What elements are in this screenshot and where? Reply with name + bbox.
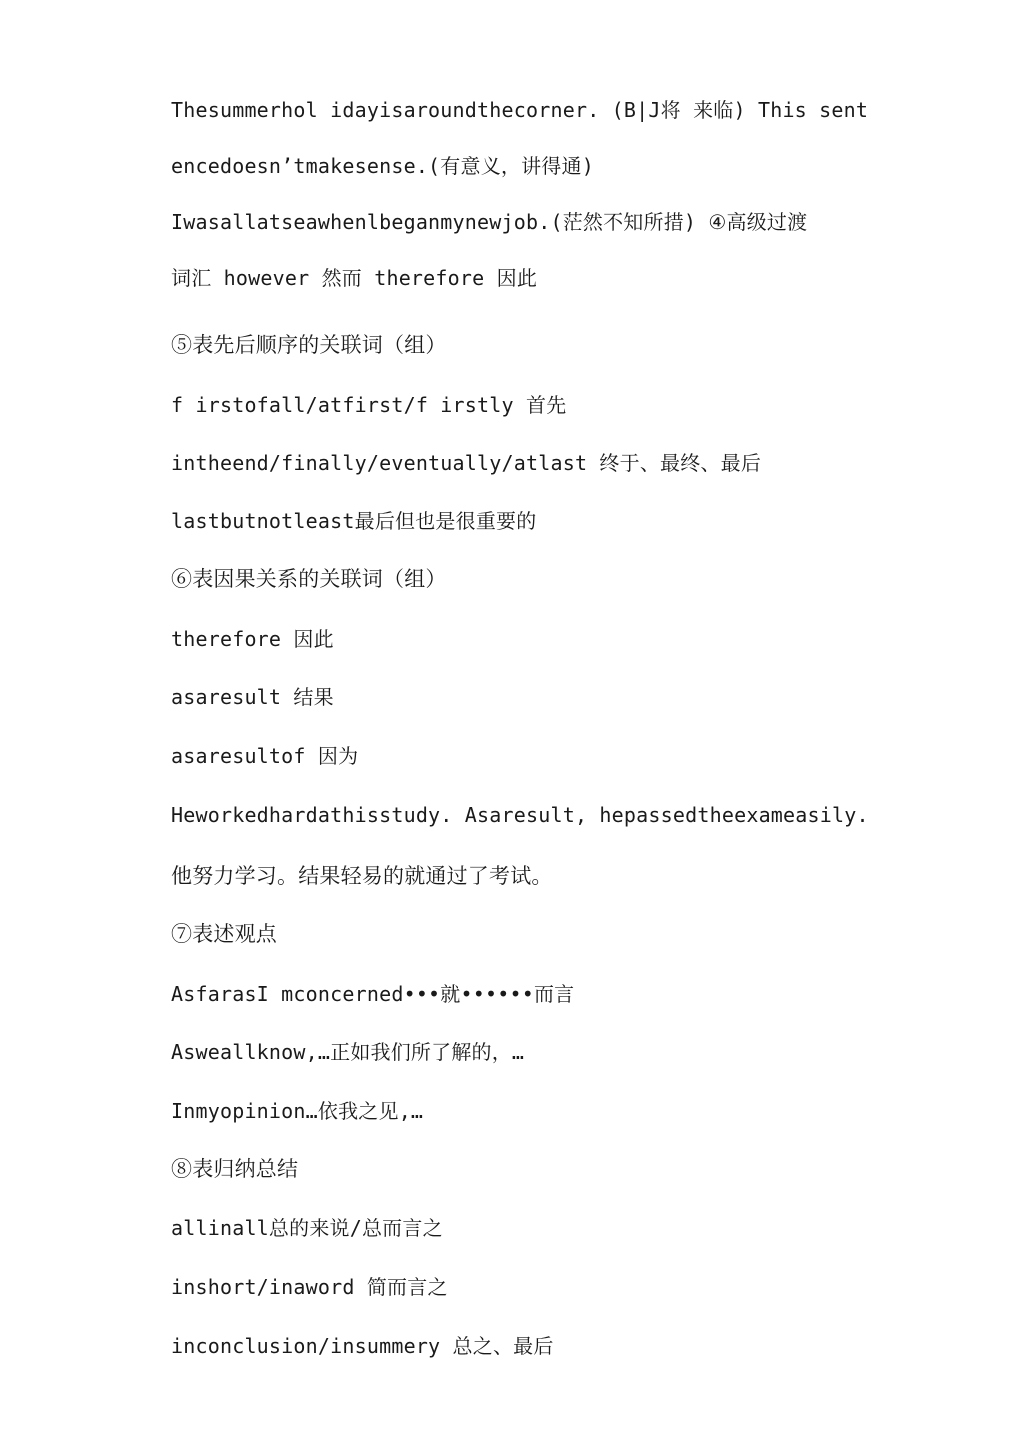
text-line: 他努力学习。结果轻易的就通过了考试。: [171, 864, 553, 888]
section-heading: ⑥表因果关系的关联词（组）: [171, 567, 447, 591]
text-line: inconclusion/insummery 总之、最后: [171, 1334, 554, 1358]
text-line: inshort/inaword 简而言之: [171, 1275, 448, 1299]
text-line: Asweallknow,…正如我们所了解的，…: [171, 1040, 525, 1064]
text-line: 词汇 however 然而 therefore 因此: [171, 266, 538, 290]
text-line: intheend/finally/eventually/atlast 终于、最终、最后: [171, 451, 762, 475]
text-line: lastbutnotleast最后但也是很重要的: [171, 509, 537, 533]
text-line: Thesummerhol idayisaroundthecorner. (B|J将 来临) This sent: [171, 98, 869, 122]
section-heading: ⑦表述观点: [171, 922, 277, 946]
text-line: Iwasallatseawhenlbeganmynewjob.(茫然不知所措) ④高级过渡: [171, 210, 808, 234]
text-line: f irstofall/atfirst/f irstly 首先: [171, 393, 567, 417]
text-line: asaresultof 因为: [171, 744, 359, 768]
text-line: Inmyopinion…依我之见,…: [171, 1099, 424, 1123]
section-heading: ⑧表归纳总结: [171, 1157, 299, 1181]
text-line: asaresult 结果: [171, 685, 334, 709]
text-line: therefore 因此: [171, 627, 334, 651]
section-heading: ⑤表先后顺序的关联词（组）: [171, 333, 447, 357]
text-line: encedoesn’tmakesense.(有意义，讲得通): [171, 154, 594, 178]
text-line: Heworkedhardathisstudy. Asaresult, hepassedtheexameasily.: [171, 803, 869, 827]
text-line: allinall总的来说/总而言之: [171, 1216, 443, 1240]
text-line: AsfarasI mconcerned•••就••••••而言: [171, 982, 575, 1006]
